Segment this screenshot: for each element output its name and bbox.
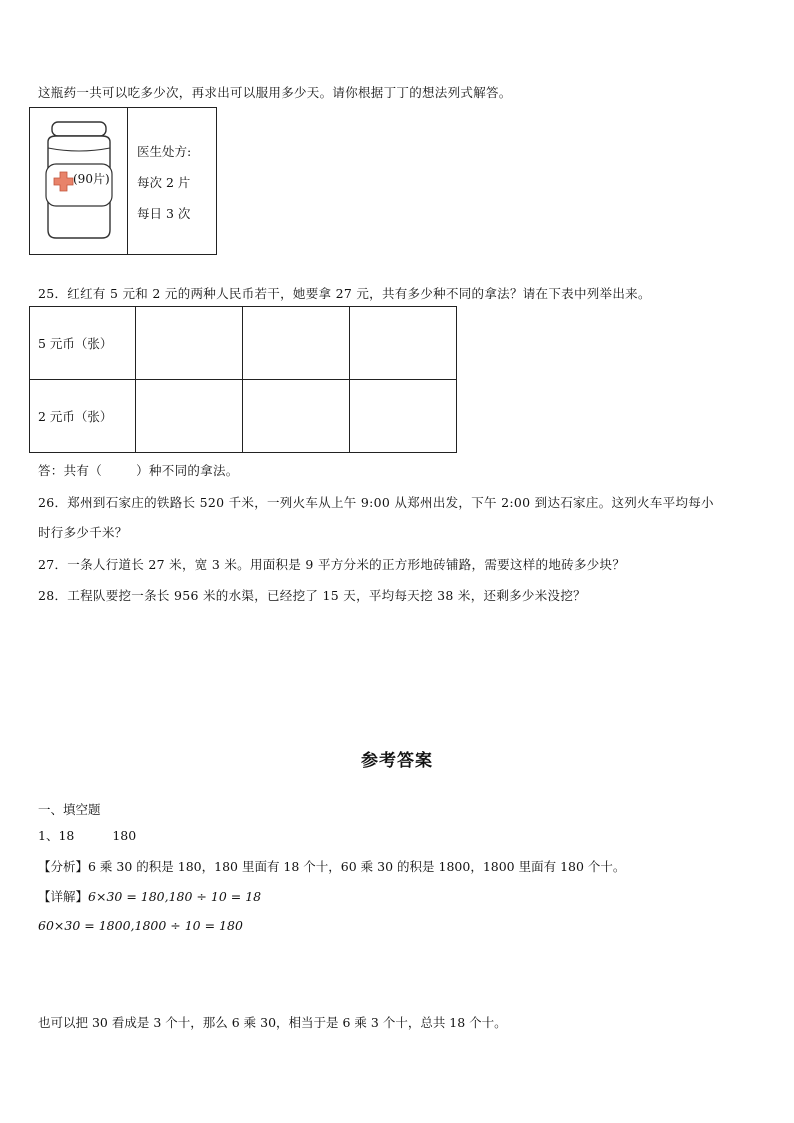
q26-line2: 时行多少千米？ bbox=[38, 525, 128, 540]
prescription-title: 医生处方: bbox=[137, 144, 192, 159]
table-row bbox=[30, 307, 457, 380]
q27-text: 27．一条人行道长 27 米，宽 3 米。用面积是 9 平方分米的正方形地砖铺路，需要这样的地砖多少块？ bbox=[38, 557, 626, 572]
detail-label: 【详解】 bbox=[38, 889, 89, 904]
analysis-text: 【分析】6 乘 30 的积是 180，180 里面有 18 个十，60 乘 30 的积是 1800，1800 里面有 180 个十。 bbox=[38, 859, 626, 874]
answer-1-second: 180 bbox=[112, 828, 137, 843]
section-title: 一、填空题 bbox=[38, 802, 101, 817]
answer-1-first: 1、18 bbox=[38, 828, 75, 843]
row-label-5yuan: 5 元币（张） bbox=[30, 307, 136, 380]
q28-text: 28．工程队要挖一条长 956 米的水渠，已经挖了 15 天，平均每天挖 38 米，还剩多少米没挖？ bbox=[38, 588, 586, 603]
q25-text: 25．红红有 5 元和 2 元的两种人民币若干，她要拿 27 元，共有多少种不同的拿法？请在下表中列举出来。 bbox=[38, 286, 651, 301]
table-row bbox=[30, 380, 457, 453]
table-cell[interactable] bbox=[136, 307, 243, 380]
extra-note: 也可以把 30 看成是 3 个十，那么 6 乘 30，相当于是 6 乘 3 个十，总共 18 个十。 bbox=[38, 1015, 507, 1030]
medicine-box bbox=[29, 107, 217, 255]
table-cell[interactable] bbox=[243, 380, 350, 453]
answers-heading: 参考答案 bbox=[361, 751, 433, 771]
table-cell[interactable] bbox=[136, 380, 243, 453]
table-cell[interactable] bbox=[350, 307, 457, 380]
table-cell[interactable] bbox=[243, 307, 350, 380]
detail-equation-2: 60×30 = 1800,1800 ÷ 10 = 180 bbox=[38, 918, 243, 933]
coin-table bbox=[29, 306, 457, 453]
q26-line1: 26．郑州到石家庄的铁路长 520 千米，一列火车从上午 9:00 从郑州出发，下午 2:00 到达石家庄。这列火车平均每小 bbox=[38, 495, 714, 510]
box-divider bbox=[127, 108, 128, 254]
detail-line-1 bbox=[38, 887, 261, 905]
dose-each: 每次 2 片 bbox=[137, 175, 191, 190]
table-cell[interactable] bbox=[350, 380, 457, 453]
detail-line-2 bbox=[38, 918, 243, 933]
detail-equation-1: 6×30 = 180,180 ÷ 10 = 18 bbox=[88, 889, 262, 904]
row-label-2yuan: 2 元币（张） bbox=[30, 380, 136, 453]
answer-item-1 bbox=[38, 826, 136, 844]
q25-answer-line: 答：共有（ ）种不同的拿法。 bbox=[38, 463, 239, 478]
intro-text: 这瓶药一共可以吃多少次，再求出可以服用多少天。请你根据丁丁的想法列式解答。 bbox=[38, 85, 512, 100]
dose-daily: 每日 3 次 bbox=[137, 206, 191, 221]
jar-label: (90片) bbox=[73, 172, 110, 186]
